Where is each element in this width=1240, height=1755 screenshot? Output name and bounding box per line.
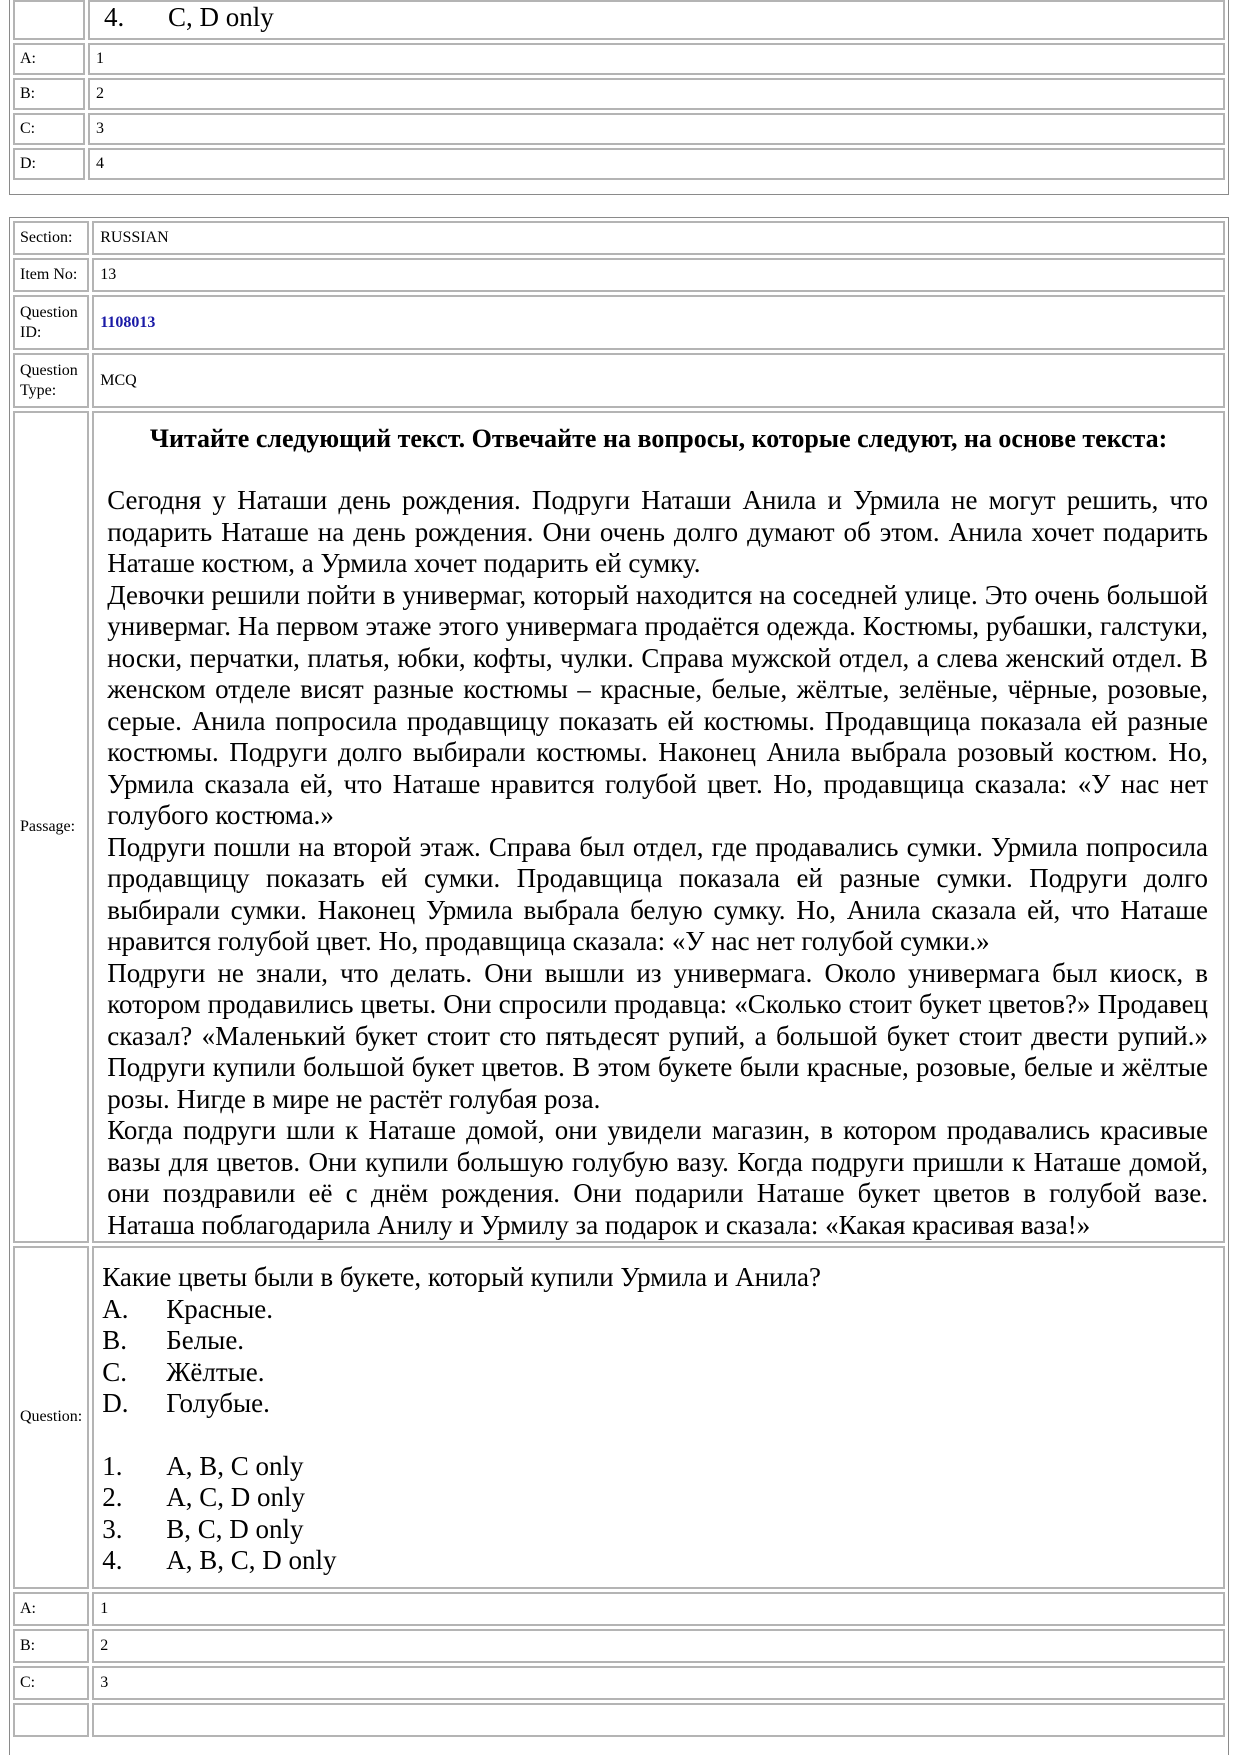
- option-text: Красные.: [166, 1293, 274, 1324]
- option-key: 2.: [102, 1482, 123, 1512]
- question-cell: [92, 1246, 1225, 1589]
- passage-row: [13, 411, 1225, 1243]
- question-item-table: [10, 218, 1228, 1740]
- question-id-label: Question ID:: [13, 295, 89, 350]
- question-body: [94, 1248, 1223, 1587]
- option-text: Белые.: [166, 1325, 245, 1355]
- answer-label: C:: [13, 113, 85, 145]
- question-type-label: Question Type:: [13, 353, 89, 408]
- answer-row: [13, 1629, 1225, 1663]
- option-text: A, B, C only: [166, 1450, 304, 1481]
- combo-option-1: [102, 1451, 1223, 1483]
- passage-paragraph: Подруги пошли на второй этаж. Справа был отдел, где продавались сумки. Урмила попросила продавщицу показать ей сумки. Продавщица показала ей разные сумки. Подруги долго выбирали сумки. Наконец Урмила выбрала белую сумку. Но, Анила сказала ей, что Наташе нравится голубой цвет. Но, продавщица сказала: «У нас нет голубой сумки.»: [107, 831, 1208, 956]
- answer-row: [13, 1666, 1225, 1700]
- item-no-value: 13: [92, 258, 1225, 292]
- section-label: Section:: [13, 221, 89, 255]
- question-type-value: MCQ: [92, 353, 1225, 408]
- question-id-row: [13, 295, 1225, 350]
- section-value: RUSSIAN: [92, 221, 1225, 255]
- option-text: B, C, D only: [166, 1513, 304, 1544]
- question-type-row: [13, 353, 1225, 408]
- question-item-block: [9, 217, 1229, 1755]
- previous-question-block: [9, 0, 1229, 195]
- option-key: 4.: [104, 2, 125, 32]
- previous-question-label-cell: [13, 0, 85, 40]
- answer-value: 1: [92, 1592, 1225, 1626]
- answer-row: [13, 78, 1225, 110]
- answer-label: D:: [13, 148, 85, 180]
- answer-label: C:: [13, 1666, 89, 1700]
- answer-label: B:: [13, 78, 85, 110]
- question-option-a: [102, 1294, 1223, 1326]
- answer-value: 3: [88, 113, 1225, 145]
- answer-value: 3: [92, 1666, 1225, 1700]
- question-option-c: [102, 1357, 1223, 1389]
- combo-option-4: [102, 1545, 1223, 1577]
- passage-paragraph: Подруги не знали, что делать. Они вышли из универмага. Около универмага был киоск, в котором продавились цветы. Они спросили продавца: «Сколько стоит букет цветов?» Продавец сказал? «Маленький букет стоит сто пятьдесят рупий, а большой букет стоит двести рупий.» Подруги купили большой букет цветов. В этом букете были красные, розовые, белые и жёлтые розы. Нигде в мире не растёт голубая роза.: [107, 957, 1208, 1114]
- answer-label: B:: [13, 1629, 89, 1663]
- question-id-value: [92, 295, 1225, 350]
- answer-row: [13, 43, 1225, 75]
- option-key: A.: [102, 1293, 129, 1324]
- option-key: D.: [102, 1388, 129, 1418]
- passage-body: [94, 485, 1223, 1241]
- item-no-row: [13, 258, 1225, 292]
- option-text: C, D only: [168, 2, 274, 32]
- answer-row: [13, 1592, 1225, 1626]
- option-key: 3.: [102, 1513, 123, 1544]
- combo-option-3: [102, 1514, 1223, 1546]
- answer-label: A:: [13, 43, 85, 75]
- question-option-b: [102, 1325, 1223, 1357]
- answer-label: A:: [13, 1592, 89, 1626]
- question-label: Question:: [13, 1246, 89, 1589]
- passage-label: Passage:: [13, 411, 89, 1243]
- section-row: [13, 221, 1225, 255]
- answer-label: [13, 1703, 89, 1737]
- answer-row-partial: [13, 1703, 1225, 1737]
- passage-cell: [92, 411, 1225, 1243]
- answer-row: [13, 113, 1225, 145]
- question-id-link[interactable]: 1108013: [100, 313, 156, 331]
- question-row: [13, 1246, 1225, 1589]
- previous-option-4: [104, 2, 1223, 34]
- option-key: 1.: [102, 1450, 123, 1481]
- passage-paragraph: Когда подруги шли к Наташе домой, они увидели магазин, в котором продавались красивые вазы для цветов. Они купили большую голубую вазу. Когда подруги пришли к Наташе домой, они поздравили её с днём рождения. Они подарили Наташе букет цветов в голубой вазе. Наташа поблагодарила Анилу и Урмилу за подарок и сказала: «Какая красивая ваза!»: [107, 1115, 1208, 1240]
- option-text: Голубые.: [166, 1388, 270, 1418]
- option-key: B.: [102, 1325, 127, 1355]
- combo-option-2: [102, 1482, 1223, 1514]
- option-text: Жёлтые.: [166, 1356, 265, 1387]
- answer-row: [13, 148, 1225, 180]
- answer-value: 4: [88, 148, 1225, 180]
- option-text: A, B, C, D only: [166, 1545, 337, 1575]
- answer-value: 1: [88, 43, 1225, 75]
- passage-paragraph: Девочки решили пойти в универмаг, который находится на соседней улице. Это очень большой универмаг. На первом этаже этого универмага продаётся одежда. Костюмы, рубашки, галстуки, носки, перчатки, платья, юбки, кофты, чулки. Справа мужской отдел, а слева женский отдел. В женском отделе висят разные костюмы – красные, белые, жёлтые, зелёные, чёрные, розовые, серые. Анила попросила продавщицу показать ей костюмы. Продавщица показала ей разные костюмы. Подруги долго выбирали костюмы. Наконец Анила выбрала розовый костюм. Но, Урмила сказала ей, что Наташе нравится голубой цвет. Но, продавщица сказала: «У нас нет голубого костюма.»: [107, 579, 1208, 830]
- option-key: 4.: [102, 1545, 123, 1575]
- item-no-label: Item No:: [13, 258, 89, 292]
- question-option-d: [102, 1388, 1223, 1420]
- answer-value: [92, 1703, 1225, 1737]
- answer-value: 2: [92, 1629, 1225, 1663]
- option-key: C.: [102, 1356, 127, 1387]
- previous-question-table: [10, 0, 1228, 183]
- question-text: Какие цветы были в букете, который купили Урмила и Анила?: [102, 1262, 821, 1292]
- passage-title: Читайте следующий текст. Отвечайте на вопросы, которые следуют, на основе текста:: [149, 424, 1168, 453]
- previous-question-tail-cell: [88, 0, 1225, 40]
- passage-paragraph: Сегодня у Наташи день рождения. Подруги Наташи Анила и Урмила не могут решить, что подарить Наташе на день рождения. Они очень долго думают об этом. Анила хочет подарить Наташе костюм, а Урмила хочет подарить ей сумку.: [107, 485, 1208, 578]
- answer-value: 2: [88, 78, 1225, 110]
- option-text: A, C, D only: [166, 1482, 305, 1512]
